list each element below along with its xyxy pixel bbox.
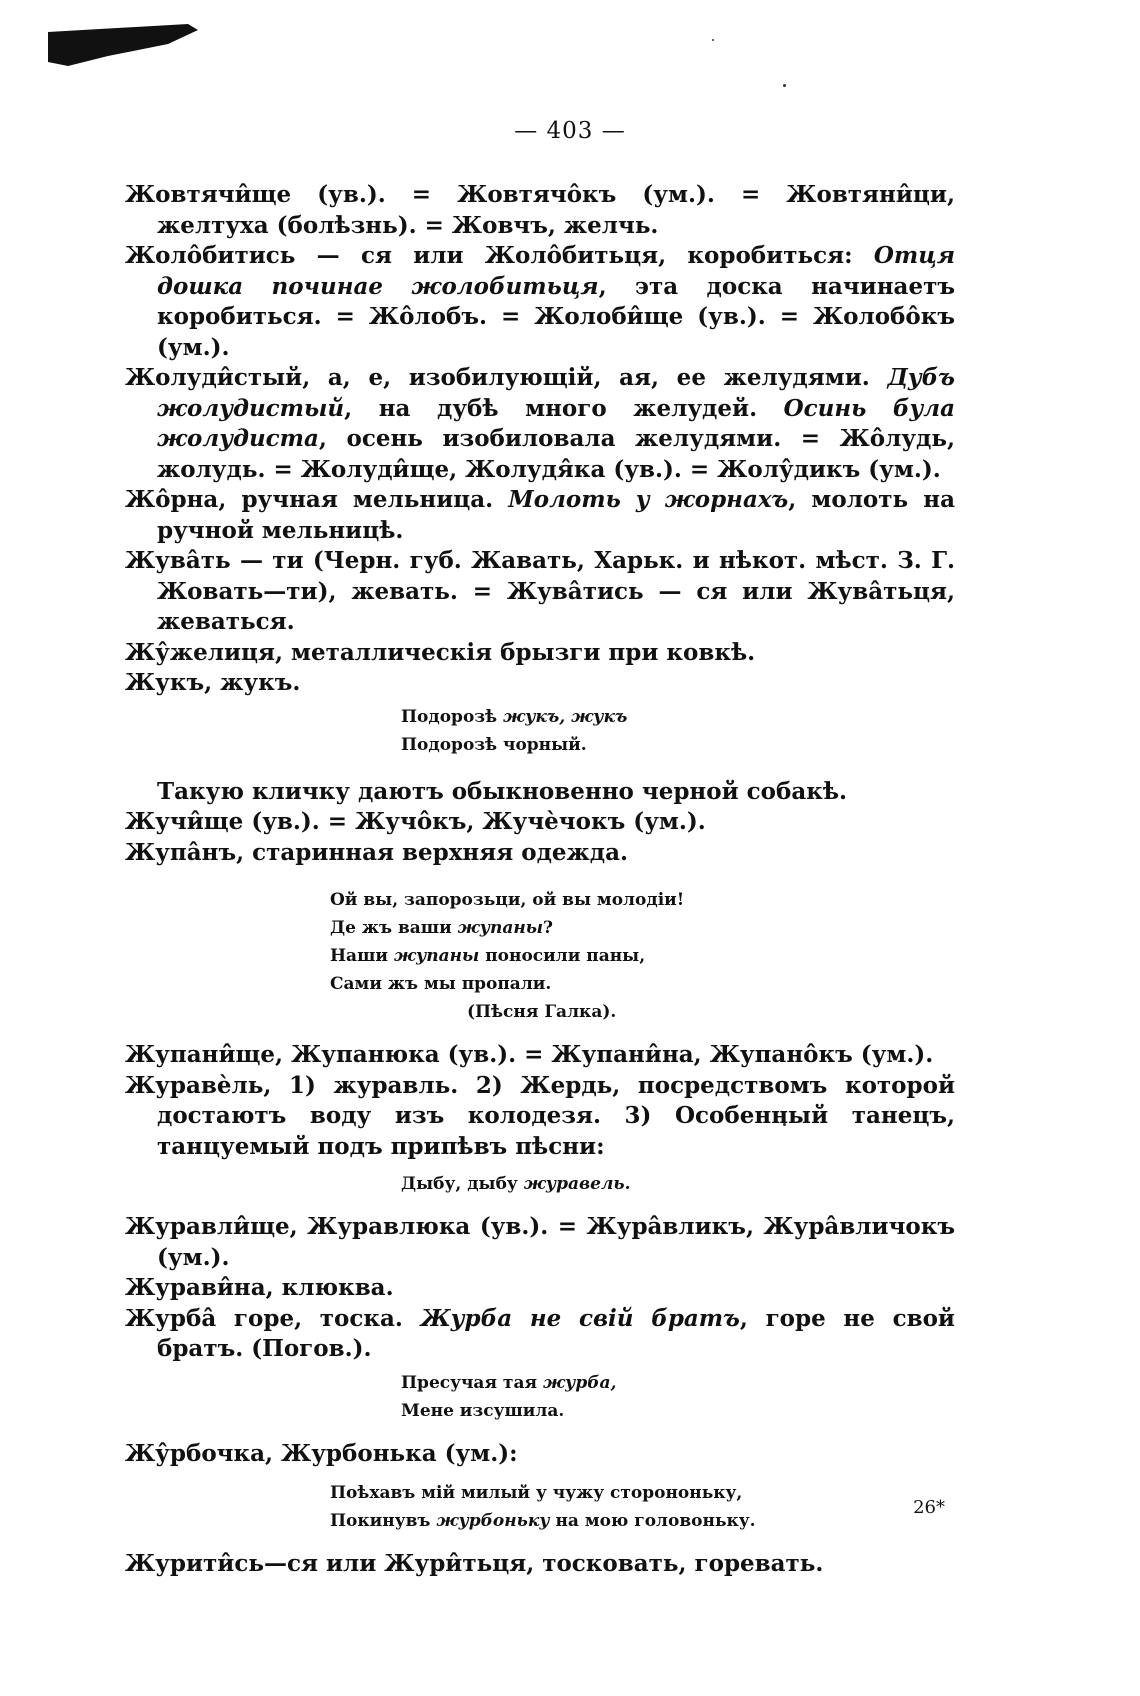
entry-zhovtiachyshche: Жовтячи̂ще (ув.). = Жовтячо̂къ (ум.). = Жовтяни̂ци, желтуха (болѣзнь). = Жовчъ, желчь. bbox=[125, 181, 955, 239]
entry-zhuk: Жукъ, жукъ. bbox=[125, 669, 301, 696]
citation-source: (Пѣсня Галка). bbox=[467, 1002, 617, 1022]
speck-dot bbox=[783, 84, 786, 87]
citation-zhuravel: Дыбу, дыбу журавель. bbox=[401, 1174, 631, 1194]
entry-zhupanyshche: Жупани̂ще, Жупанюка (ув.). = Жупани̂на, Жупано̂къ (ум.). bbox=[125, 1041, 934, 1068]
entry-zhuvat: Жува̂ть — ти (Черн. губ. Жавать, Харьк. и нѣкот. мѣст. З. Г. Жовать—ти), жевать. = Жува̂тись — ся или Жува̂тьця, жеваться. bbox=[125, 547, 955, 635]
entry-zhurba: Журба̂ горе, тоска. Журба не свій братъ, горе не свой братъ. (Погов.). bbox=[125, 1304, 955, 1362]
citation-zhurbonka: Поѣхавъ мій милый у чужу сторононьку, Покинувъ журбоньку на мою головоньку. bbox=[330, 1483, 756, 1531]
citation-zhupan-song: Ой вы, запорозьци, ой вы молодіи! Де жъ ваши жупаны? Наши жупаны поносили паны, Сами жъ мы пропали. (Пѣсня Галка). bbox=[125, 886, 955, 1026]
entry-note-dog: Такую кличку даютъ обыкновенно черной собакѣ. bbox=[157, 777, 848, 805]
signature-folio: 26* bbox=[913, 1497, 945, 1518]
entry-zhuravel: Журавѐль, 1) журавль. 2) Жердь, посредствомъ которой достаютъ воду изъ колодезя. 3) Особенный танецъ, танцуемый подъ припѣвъ пѣсни: bbox=[125, 1071, 955, 1160]
entry-zholobytys: Жоло̂битись — ся или Жоло̂битьця, коробиться: Отця дошка починае жолобитьця, эта доска начинаетъ коробиться. = Жо̂лобъ. = Жолоби̂ще (ув.). = Жолобо̂къ (ум.). bbox=[125, 242, 955, 361]
example-italic: Молоть у жорнахъ bbox=[508, 486, 789, 513]
entry-zhurytys: Журити̂сь—ся или Жури̂тьця, тосковать, горевать. bbox=[125, 1550, 824, 1577]
entry-zhuravlyshche: Журавли̂ще, Журавлюка (ув.). = Жура̂вликъ, Жура̂вличокъ (ум.). bbox=[125, 1213, 955, 1271]
example-italic: Отця дошка починае жолобитьця bbox=[157, 242, 955, 300]
dictionary-text bbox=[125, 180, 955, 1580]
entry-zhuzhelytsia: Жу̂желиця, металлическія брызги при ковкѣ. bbox=[125, 638, 756, 666]
citation-zhurba: Пресучая тая журба, Мене изсушила. bbox=[401, 1372, 617, 1421]
page-number: — 403 — bbox=[514, 118, 626, 144]
entry-zhupan: Жупа̂нъ, старинная верхняя одежда. bbox=[125, 838, 629, 866]
example-italic: Дубъ жолудистый bbox=[157, 364, 955, 422]
scan-artifact-mark bbox=[48, 22, 198, 68]
speck-dot bbox=[712, 39, 714, 41]
entry-zhuchyshche: Жучи̂ще (ув.). = Жучо̂къ, Жучѐчокъ (ум.). bbox=[125, 808, 706, 835]
entry-zhorna: Жо̂рна, ручная мельница. Молоть у жорнахъ, молоть на ручной мельницѣ. bbox=[125, 486, 955, 544]
example-italic: Журба не свій братъ bbox=[420, 1304, 740, 1332]
citation-zhuk: Подорозѣ жукъ, жукъ Подорозѣ чорный. bbox=[401, 706, 628, 755]
entry-zholudystyi: Жолуди̂стый, а, е, изобилующій, ая, ее желудями. Дубъ жолудистый, на дубѣ много желудей. Осинь була жолудиста, осень изобиловала желудями. = Жо̂лудь, жолудь. = Жолуди̂ще, Жолудя̂ка (ув.). = Жолу̂дикъ (ум.). bbox=[125, 364, 955, 483]
entry-zhuravyna: Журави̂на, клюква. bbox=[125, 1274, 394, 1301]
entry-zhurbochka: Жу̂рбочка, Журбонька (ум.): bbox=[125, 1439, 518, 1467]
example-italic: Осинь була жолудиста bbox=[157, 394, 955, 452]
